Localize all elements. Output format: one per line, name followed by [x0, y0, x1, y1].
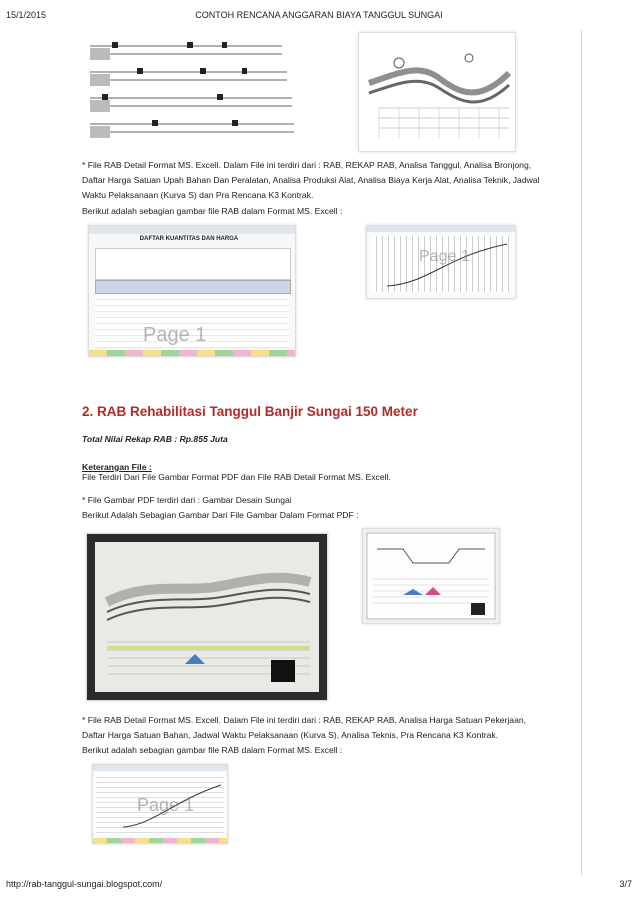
header-title: CONTOH RENCANA ANGGARAN BIAYA TANGGUL SUNGAI [195, 10, 443, 20]
page-right-rule [581, 30, 582, 875]
footer-page-number: 3/7 [619, 879, 632, 889]
section1-line: * File RAB Detail Format MS. Excell. Dalam File ini terdiri dari : RAB, REKAP RAB, Analisa Tanggul, Analisa Bronjong, [82, 160, 532, 170]
pdf-drawing-cross-section [362, 528, 500, 624]
cross-section-pdf-svg [363, 529, 499, 623]
section2-intro [82, 470, 562, 485]
section2-line: File Terdiri Dari File Gambar Format PDF dan File RAB Detail Format MS. Excell. [82, 472, 391, 482]
section1-line: Berikut adalah sebagian gambar file RAB dalam Format MS. Excell : [82, 205, 343, 216]
total-value: Total Nilai Rekap RAB : Rp.855 Juta [82, 434, 228, 444]
section2-rab-description [82, 713, 562, 759]
schedule-spreadsheet-screenshot [92, 764, 228, 844]
section2-line: * File Gambar PDF terdiri dari : Gambar Desain Sungai [82, 495, 292, 505]
spreadsheet-title: DAFTAR KUANTITAS DAN HARGA [139, 236, 239, 242]
spreadsheet-toolbar [89, 226, 295, 234]
section2-pdf-description [82, 493, 562, 523]
pdf-sheet [95, 542, 319, 692]
schedule-chart-screenshot [366, 225, 516, 299]
spreadsheet-info-block [95, 248, 291, 280]
section1-line: Waktu Pelaksanaan (Kurva S) dan Pra Rencana K3 Kontrak. [82, 190, 314, 201]
section2-line: Berikut adalah sebagian gambar file RAB dalam Format MS. Excell : [82, 745, 343, 756]
section2-line: * File RAB Detail Format MS. Excell. Dalam File ini terdiri dari : RAB, REKAP RAB, Analisa Harga Satuan Pekerjaan, [82, 715, 527, 725]
keterangan-label: Keterangan File : [82, 462, 152, 472]
cross-section-svg [82, 32, 296, 150]
header-date: 15/1/2015 [6, 10, 47, 20]
spreadsheet-column-header [95, 280, 291, 294]
footer-url[interactable]: http://rab-tanggul-sungai.blogspot.com/ [6, 879, 163, 889]
section2-line: Berikut Adalah Sebagian Gambar Dari File Gambar Dalam Format PDF : [82, 510, 359, 521]
section2-line: Daftar Harga Satuan Bahan, Jadwal Waktu Pelaksanaan (Kurva S), Analisa Teknis, Pra Rencana K3 Kontrak. [82, 730, 499, 741]
spreadsheet2-watermark: Page 1 [137, 795, 195, 815]
river-plan-svg [95, 542, 319, 692]
river-map-svg [359, 33, 515, 151]
pdf-drawing-river-plan [86, 533, 328, 701]
spreadsheet-screenshot [88, 225, 296, 357]
sheet2-tabs [93, 838, 227, 843]
river-map-drawing [358, 32, 516, 152]
chart-watermark: Page 1 [419, 248, 470, 265]
cross-section-drawing [82, 32, 296, 150]
section1-description [82, 158, 562, 219]
spreadsheet-watermark: Page 1 [143, 324, 207, 346]
sheet-tabs [89, 350, 295, 356]
section2-heading: 2. RAB Rehabilitasi Tanggul Banjir Sungai 150 Meter [82, 404, 418, 419]
section1-line: Daftar Harga Satuan Upah Bahan Dan Peralatan, Analisa Produksi Alat, Analisa Biaya Kerja Alat, Analisa Teknik, Jadwal [82, 175, 540, 186]
